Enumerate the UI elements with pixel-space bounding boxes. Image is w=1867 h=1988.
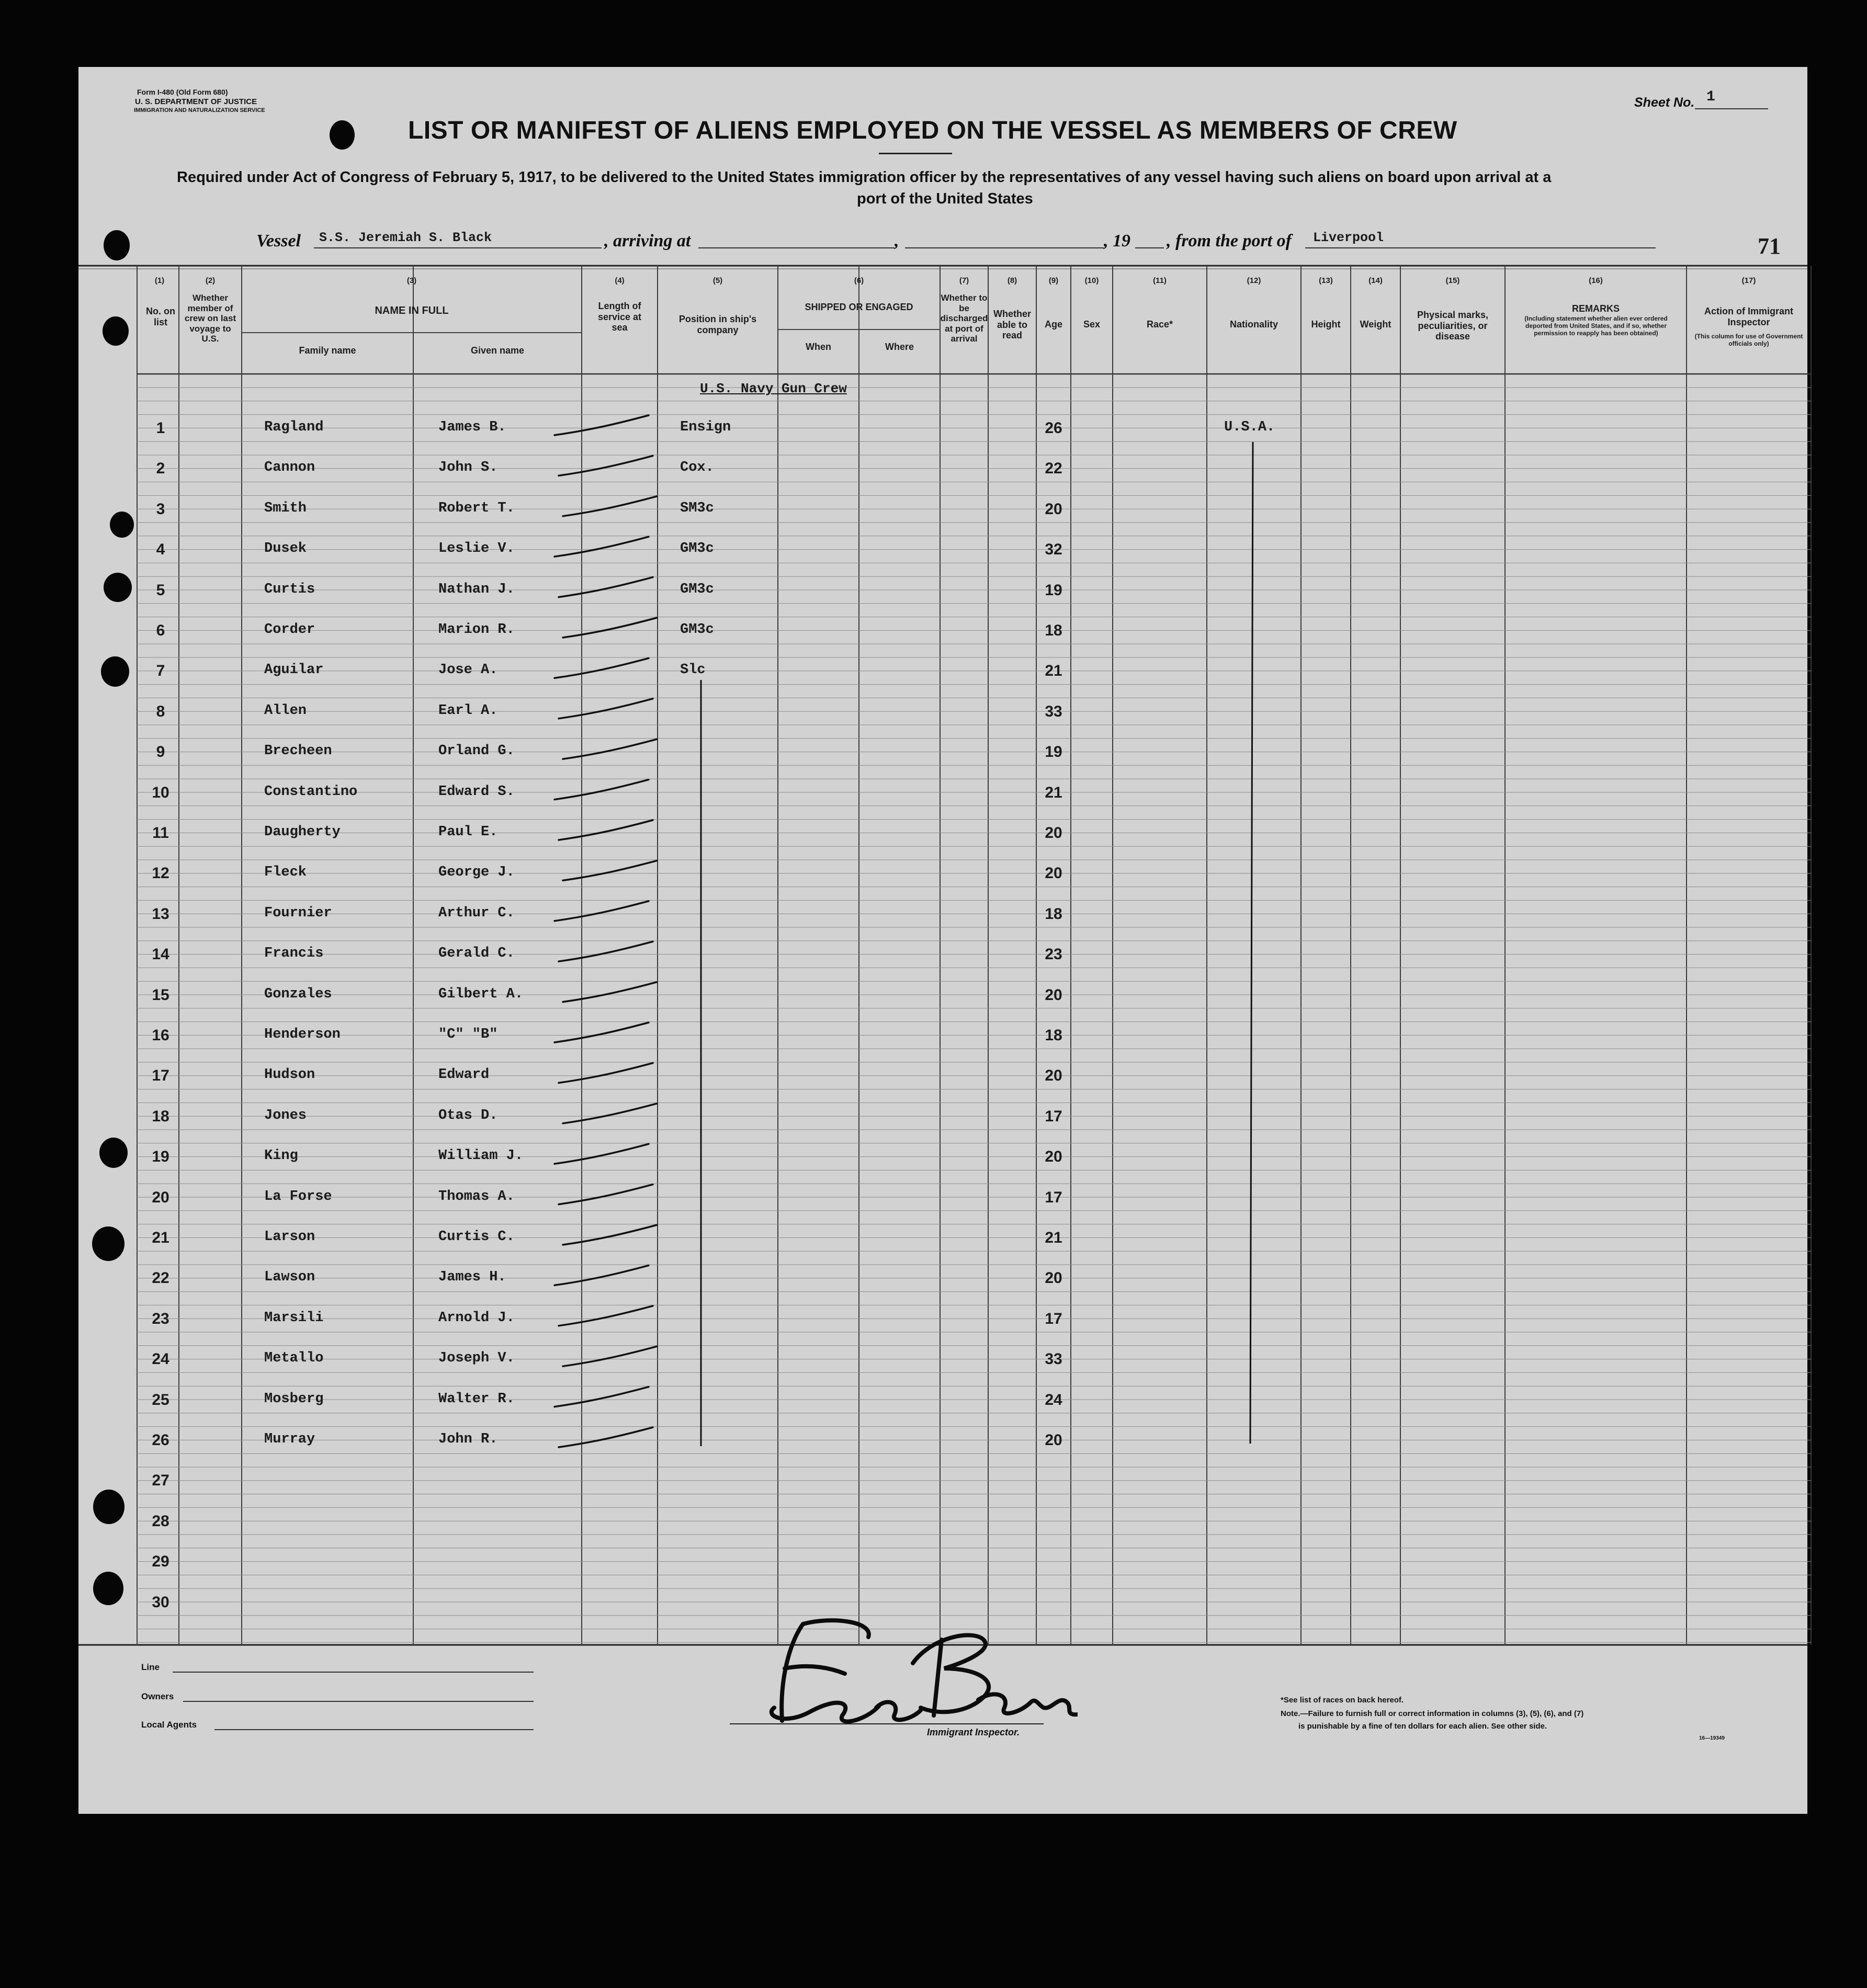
column-header-physical-marks: Physical marks, peculiarities, or disease bbox=[1417, 310, 1489, 342]
age-cell: 20 bbox=[1045, 1432, 1062, 1449]
service-length-mark bbox=[559, 1063, 653, 1083]
row-number: 6 bbox=[156, 622, 165, 639]
given-name-cell: Walter R. bbox=[438, 1391, 515, 1407]
service-length-mark bbox=[559, 577, 653, 597]
column-number-5: (5) bbox=[712, 276, 723, 285]
family-name-cell: La Forse bbox=[264, 1188, 332, 1205]
family-name-cell: Gonzales bbox=[264, 986, 332, 1002]
position-cell: GM3c bbox=[680, 541, 714, 557]
column-header-weight: Weight bbox=[1360, 319, 1391, 330]
given-name-cell: Joseph V. bbox=[438, 1350, 515, 1367]
row-number: 2 bbox=[156, 460, 165, 478]
arriving-label: , arriving at bbox=[604, 231, 691, 251]
given-name-cell: Paul E. bbox=[438, 824, 498, 840]
owners-underline bbox=[183, 1701, 534, 1702]
column-header-height: Height bbox=[1311, 319, 1341, 330]
row-number: 7 bbox=[156, 662, 165, 680]
row-number: 1 bbox=[156, 419, 165, 437]
column-number-1: (1) bbox=[154, 276, 165, 285]
port-underline bbox=[1305, 247, 1656, 248]
row-number: 15 bbox=[152, 986, 169, 1004]
given-name-cell: Curtis C. bbox=[438, 1229, 515, 1245]
age-cell: 20 bbox=[1045, 824, 1062, 842]
service-length-mark bbox=[563, 496, 657, 516]
age-cell: 24 bbox=[1045, 1391, 1062, 1408]
position-cell: Cox. bbox=[680, 460, 714, 476]
age-cell: 18 bbox=[1045, 905, 1062, 923]
inspector-signature bbox=[753, 1590, 1078, 1731]
service-length-mark bbox=[559, 941, 653, 961]
column-number-2: (2) bbox=[205, 276, 216, 285]
print-code: 16—19349 bbox=[1699, 1735, 1725, 1741]
races-footnote: *See list of races on back hereof. bbox=[1281, 1696, 1404, 1705]
age-cell: 26 bbox=[1045, 419, 1062, 437]
row-number: 3 bbox=[156, 500, 165, 518]
row-number: 18 bbox=[152, 1107, 169, 1125]
row-number: 14 bbox=[152, 946, 169, 963]
given-name-cell: Leslie V. bbox=[438, 541, 515, 557]
position-cell: SM3c bbox=[680, 500, 714, 516]
age-cell: 19 bbox=[1045, 581, 1062, 599]
given-name-cell: James B. bbox=[438, 419, 506, 435]
service-length-mark bbox=[559, 820, 653, 840]
column-header-position: Position in ship's company bbox=[678, 314, 757, 335]
service-length-mark bbox=[555, 658, 649, 678]
sheet-underline bbox=[1695, 108, 1768, 109]
age-cell: 18 bbox=[1045, 622, 1062, 639]
given-name-cell: William J. bbox=[438, 1148, 524, 1164]
column-header-remarks: REMARKS bbox=[1571, 303, 1620, 314]
vessel-name: S.S. Jeremiah S. Black bbox=[319, 230, 492, 245]
column-number-15: (15) bbox=[1445, 276, 1460, 285]
comma-separator: , bbox=[895, 231, 899, 251]
service-length-mark bbox=[563, 860, 657, 880]
age-cell: 21 bbox=[1045, 1229, 1062, 1246]
inspector-column-note: (This column for use of Government officials only) bbox=[1694, 333, 1803, 347]
age-cell: 20 bbox=[1045, 1269, 1062, 1287]
column-header-sex: Sex bbox=[1083, 319, 1101, 330]
age-cell: 20 bbox=[1045, 986, 1062, 1004]
age-cell: 17 bbox=[1045, 1188, 1062, 1206]
given-name-cell: John R. bbox=[438, 1432, 498, 1447]
row-number: 26 bbox=[152, 1432, 169, 1449]
column-header-given-name: Given name bbox=[470, 345, 525, 356]
family-name-cell: Hudson bbox=[264, 1067, 315, 1083]
service-length-mark bbox=[563, 1225, 657, 1245]
position-cell: GM3c bbox=[680, 581, 714, 597]
row-number: 28 bbox=[152, 1512, 169, 1530]
age-cell: 22 bbox=[1045, 460, 1062, 478]
given-name-cell: Arthur C. bbox=[438, 905, 515, 921]
row-number: 30 bbox=[152, 1593, 169, 1611]
owners-label: Owners bbox=[141, 1691, 174, 1701]
position-cell: GM3c bbox=[680, 622, 714, 638]
column-header-last-voyage: Whether member of crew on last voyage to U.S. bbox=[184, 293, 236, 344]
column-header-family-name: Family name bbox=[299, 345, 356, 356]
vessel-label: Vessel bbox=[256, 231, 301, 251]
given-name-cell: Gilbert A. bbox=[438, 986, 524, 1002]
given-name-cell: Earl A. bbox=[438, 702, 498, 719]
given-name-cell: Robert T. bbox=[438, 500, 515, 516]
given-name-cell: Edward S. bbox=[438, 783, 515, 800]
port-name: Liverpool bbox=[1313, 230, 1384, 245]
age-cell: 23 bbox=[1045, 946, 1062, 963]
age-cell: 32 bbox=[1045, 541, 1062, 559]
column-number-6: (6) bbox=[854, 276, 864, 285]
local-agents-underline bbox=[214, 1729, 534, 1730]
service-length-mark bbox=[559, 1427, 653, 1447]
given-name-cell: Otas D. bbox=[438, 1107, 498, 1123]
position-cell: Ensign bbox=[680, 419, 731, 435]
column-number-3: (3) bbox=[406, 276, 417, 285]
family-name-cell: Curtis bbox=[264, 581, 315, 597]
given-name-cell: Nathan J. bbox=[438, 581, 515, 597]
column-number-13: (13) bbox=[1319, 276, 1333, 285]
column-header-where: Where bbox=[885, 342, 914, 352]
family-name-cell: Fleck bbox=[264, 865, 307, 881]
given-name-cell: George J. bbox=[438, 865, 515, 881]
penalty-note-line2: is punishable by a fine of ten dollars for each alien. See other side. bbox=[1298, 1722, 1547, 1731]
service-length-mark bbox=[563, 982, 657, 1002]
family-name-cell: Henderson bbox=[264, 1027, 341, 1042]
service-length-mark bbox=[563, 1104, 657, 1123]
row-number: 11 bbox=[152, 824, 169, 842]
row-number: 22 bbox=[152, 1269, 169, 1287]
family-name-cell: Daugherty bbox=[264, 824, 341, 840]
line-label: Line bbox=[141, 1662, 160, 1672]
arriving-underline bbox=[698, 247, 895, 248]
age-cell: 18 bbox=[1045, 1027, 1062, 1044]
row-number: 4 bbox=[156, 541, 165, 559]
row-number: 8 bbox=[156, 702, 165, 720]
row-number: 19 bbox=[152, 1148, 169, 1166]
family-name-cell: Corder bbox=[264, 622, 315, 638]
given-name-cell: Orland G. bbox=[438, 743, 515, 759]
given-name-cell: Jose A. bbox=[438, 662, 498, 678]
row-number: 16 bbox=[152, 1027, 169, 1044]
given-name-cell: "C" "B" bbox=[438, 1027, 498, 1042]
date-underline bbox=[905, 247, 1104, 248]
service-length-mark bbox=[555, 537, 649, 556]
service-length-mark bbox=[559, 699, 653, 719]
row-number: 20 bbox=[152, 1188, 169, 1206]
service-length-mark bbox=[555, 1144, 649, 1164]
row-number: 24 bbox=[152, 1350, 169, 1368]
row-number: 29 bbox=[152, 1553, 169, 1571]
ditto-line-nationality bbox=[1250, 442, 1253, 1444]
penalty-note-line1: Note.—Failure to furnish full or correct information in columns (3), (5), (6), and (7) bbox=[1281, 1709, 1584, 1718]
sheet-label: Sheet No. bbox=[1634, 95, 1695, 110]
family-name-cell: Jones bbox=[264, 1107, 307, 1123]
row-number: 10 bbox=[152, 783, 169, 801]
family-name-cell: Murray bbox=[264, 1432, 315, 1447]
family-name-cell: Ragland bbox=[264, 419, 324, 435]
row-number: 13 bbox=[152, 905, 169, 923]
title-underline bbox=[879, 153, 952, 154]
column-number-16: (16) bbox=[1589, 276, 1603, 285]
form-number: Form I-480 (Old Form 680) bbox=[137, 88, 228, 96]
given-name-cell: John S. bbox=[438, 460, 498, 476]
column-number-9: (9) bbox=[1048, 276, 1059, 285]
family-name-cell: Francis bbox=[264, 946, 324, 962]
column-number-14: (14) bbox=[1368, 276, 1383, 285]
column-header-length-of-service: Length of service at sea bbox=[597, 301, 642, 333]
local-agents-label: Local Agents bbox=[141, 1720, 197, 1730]
service-length-mark bbox=[563, 739, 657, 759]
line-underline bbox=[173, 1672, 534, 1673]
immigrant-inspector-label: Immigrant Inspector. bbox=[927, 1727, 1020, 1737]
from-port-label: , from the port of bbox=[1167, 231, 1292, 251]
remarks-instruction-note: (Including statement whether alien ever ordered deported from United States, and if so, whether permission to reapply has been obtained) bbox=[1524, 315, 1668, 337]
group-heading: U.S. Navy Gun Crew bbox=[700, 381, 847, 396]
family-name-cell: Smith bbox=[264, 500, 307, 516]
family-name-cell: Brecheen bbox=[264, 743, 332, 759]
given-name-cell: Gerald C. bbox=[438, 946, 515, 962]
corner-page-number: 71 bbox=[1758, 233, 1781, 259]
row-number: 25 bbox=[152, 1391, 169, 1408]
family-name-cell: Dusek bbox=[264, 541, 307, 557]
column-header-shipped-or-engaged: SHIPPED OR ENGAGED bbox=[805, 302, 913, 312]
family-name-cell: Cannon bbox=[264, 460, 315, 476]
age-cell: 21 bbox=[1045, 662, 1062, 680]
column-header-nationality: Nationality bbox=[1229, 319, 1278, 330]
family-name-cell: Lawson bbox=[264, 1269, 315, 1286]
given-name-cell: Marion R. bbox=[438, 622, 515, 638]
year-underline bbox=[1135, 247, 1164, 248]
form-title: LIST OR MANIFEST OF ALIENS EMPLOYED ON THE VESSEL AS MEMBERS OF CREW bbox=[408, 117, 1457, 144]
column-number-12: (12) bbox=[1247, 276, 1261, 285]
age-cell: 20 bbox=[1045, 1148, 1062, 1166]
service-length-mark bbox=[563, 618, 657, 638]
service-length-mark bbox=[559, 1306, 653, 1326]
row-number: 9 bbox=[156, 743, 165, 761]
year-label: , 19 bbox=[1104, 231, 1130, 251]
column-number-11: (11) bbox=[1153, 276, 1167, 285]
nationality-cell: U.S.A. bbox=[1224, 419, 1275, 435]
age-cell: 33 bbox=[1045, 702, 1062, 720]
department-name: U. S. DEPARTMENT OF JUSTICE bbox=[135, 97, 257, 106]
column-header-inspector-action: Action of Immigrant Inspector bbox=[1704, 306, 1793, 327]
column-number-4: (4) bbox=[615, 276, 625, 285]
row-number: 27 bbox=[152, 1472, 169, 1490]
column-header-name-in-full: NAME IN FULL bbox=[375, 305, 449, 316]
column-number-17: (17) bbox=[1741, 276, 1756, 285]
family-name-cell: King bbox=[264, 1148, 298, 1164]
family-name-cell: Allen bbox=[264, 702, 307, 719]
vessel-underline bbox=[314, 247, 602, 248]
age-cell: 20 bbox=[1045, 1067, 1062, 1085]
family-name-cell: Aguilar bbox=[264, 662, 324, 678]
given-name-cell: Arnold J. bbox=[438, 1310, 515, 1326]
family-name-cell: Larson bbox=[264, 1229, 315, 1245]
service-length-mark bbox=[555, 1023, 649, 1042]
service-length-mark bbox=[555, 1265, 649, 1285]
given-name-cell: Edward bbox=[438, 1067, 490, 1083]
row-number: 23 bbox=[152, 1310, 169, 1327]
column-header-age: Age bbox=[1044, 319, 1062, 330]
age-cell: 20 bbox=[1045, 865, 1062, 882]
row-number: 21 bbox=[152, 1229, 169, 1246]
row-number: 12 bbox=[152, 865, 169, 882]
column-number-8: (8) bbox=[1007, 276, 1017, 285]
column-header-no-on-list: No. on list bbox=[146, 306, 175, 327]
family-name-cell: Metallo bbox=[264, 1350, 324, 1367]
column-header-race: Race* bbox=[1146, 319, 1173, 330]
service-length-mark bbox=[555, 901, 649, 921]
column-header-able-to-read: Whether able to read bbox=[993, 309, 1031, 341]
family-name-cell: Constantino bbox=[264, 783, 358, 800]
column-number-10: (10) bbox=[1084, 276, 1099, 285]
age-cell: 19 bbox=[1045, 743, 1062, 761]
family-name-cell: Marsili bbox=[264, 1310, 324, 1326]
column-header-discharged: Whether to be discharged at port of arrival bbox=[940, 293, 988, 344]
row-number: 17 bbox=[152, 1067, 169, 1085]
given-name-cell: James H. bbox=[438, 1269, 506, 1286]
service-length-mark bbox=[555, 415, 649, 435]
service-length-mark bbox=[555, 1387, 649, 1407]
age-cell: 21 bbox=[1045, 783, 1062, 801]
age-cell: 17 bbox=[1045, 1107, 1062, 1125]
service-length-mark bbox=[559, 1185, 653, 1205]
column-header-when: When bbox=[806, 342, 831, 352]
service-length-mark bbox=[555, 780, 649, 800]
service-length-mark bbox=[559, 456, 653, 475]
column-number-7: (7) bbox=[959, 276, 969, 285]
act-statement-line2: port of the United States bbox=[857, 190, 1033, 207]
sheet-number: 1 bbox=[1706, 89, 1715, 105]
family-name-cell: Mosberg bbox=[264, 1391, 324, 1407]
age-cell: 20 bbox=[1045, 500, 1062, 518]
given-name-cell: Thomas A. bbox=[438, 1188, 515, 1205]
row-number: 5 bbox=[156, 581, 165, 599]
service-name: IMMIGRATION AND NATURALIZATION SERVICE bbox=[134, 107, 265, 113]
age-cell: 33 bbox=[1045, 1350, 1062, 1368]
age-cell: 17 bbox=[1045, 1310, 1062, 1327]
service-length-mark bbox=[563, 1346, 657, 1366]
act-statement-line1: Required under Act of Congress of February 5, 1917, to be delivered to the United States immigration officer by the representatives of any vessel having such aliens on board upon arrival at a bbox=[177, 169, 1552, 186]
position-cell: Slc bbox=[680, 662, 706, 678]
family-name-cell: Fournier bbox=[264, 905, 332, 921]
